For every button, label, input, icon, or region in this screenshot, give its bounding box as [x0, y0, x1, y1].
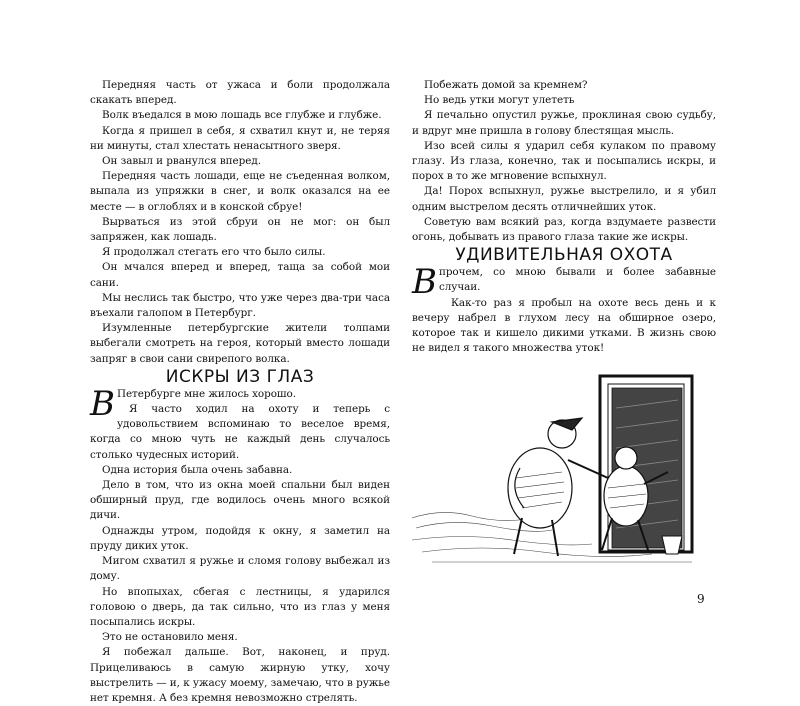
paragraph: Но впопыхах, сбегая с лестницы, я ударился головою о дверь, да так сильно, что из глаз у меня посыпались искры. [90, 585, 390, 628]
paragraph: Да! Порох вспыхнул, ружье выстрелило, и я убил одним выстрелом десять отличнейших уток. [412, 185, 716, 213]
lead-paragraph [412, 262, 716, 303]
lead-paragraph [90, 383, 390, 424]
paragraph: Волк въедался в мою лошадь все глубже и глубже. [102, 109, 382, 122]
paragraph: Он мчался вперед и вперед, таща за собой мои сани. [90, 261, 390, 289]
lead-text: Петербурге мне жилось хорошо. [116, 387, 296, 400]
paragraph: Дело в том, что из окна моей спальни был виден обширный пруд, где водилось очень много всякой дичи. [90, 479, 390, 522]
paragraph: Вырваться из этой сбруи он не мог: он был запряжен, как лошадь. [90, 215, 390, 244]
paragraph: Он завыл и рванулся вперед. [102, 155, 261, 168]
right-column [412, 78, 716, 356]
chapter-heading: УДИВИТЕЛЬНАЯ ОХОТА [455, 245, 673, 266]
paragraph: Передняя часть лошади, еще не съеденная волком, выпала из упряжки в снег, и волк оказался на ее месте — в оглоблях и в конской сбруе! [90, 170, 390, 213]
paragraph: Одна история была очень забавна. [102, 463, 293, 476]
paragraph: Я печально опустил ружье, проклиная свою судьбу, и вдруг мне пришла в голову блестящая мысль. [412, 109, 716, 137]
paragraph: Но ведь утки могут улететь [424, 94, 575, 107]
lead-text: прочем, со мною бывали и более забавные случаи. [438, 266, 716, 294]
paragraph: Побежать домой за кремнем? [424, 79, 588, 91]
right-bottom-text [412, 262, 716, 356]
page-number: 9 [697, 592, 705, 606]
paragraph: Это не остановило меня. [102, 631, 238, 644]
paragraph: Однажды утром, подойдя к окну, я заметил на пруду диких уток. [90, 524, 390, 552]
left-bottom-text [90, 383, 390, 706]
paragraph: Я побежал дальше. Вот, наконец, и пруд. Прицеливаюсь в самую жирную утку, хочу выстрелить — и, к ужасу моему, замечаю, что в ружье нет кремня. А без кремня невозможно стрелять. [90, 646, 390, 704]
paragraph: Как-то раз я пробыл на охоте весь день и к вечеру набрел в глухом лесу на обширное озеро, которое так и кишело дикими утками. В жизнь свою не видел я такого множества уток! [412, 296, 716, 355]
paragraph: Передняя часть от ужаса и боли продолжала скакать вперед. [90, 79, 390, 107]
paragraph: Изумленные петербургские жители толпами выбегали смотреть на героя, который вместо лошади запряг в свои сани свирепого волка. [90, 322, 390, 365]
paragraph: Когда я пришел в себя, я схватил кнут и, не теряя ни минуты, стал хлестать ненасытного зверя. [90, 124, 390, 152]
chapter-heading: ИСКРЫ ИЗ ГЛАЗ [165, 366, 315, 387]
right-top-text [412, 78, 716, 245]
paragraph: Мы неслись так быстро, что уже через два-три часа въехали галопом в Петербург. [90, 291, 390, 320]
left-top-text [90, 78, 390, 367]
paragraph: Изо всей силы я ударил себя кулаком по правому глазу. Из глаза, конечно, так и посыпались искры, и порох в то же мгновение вспыхнул. [412, 139, 716, 183]
paragraph: Я продолжал стегать его что было силы. [102, 246, 326, 259]
drop-cap: В [90, 383, 115, 424]
drop-cap: В [412, 262, 437, 303]
left-column [90, 78, 390, 706]
paragraph: Советую вам всякий раз, когда вздумаете развести огонь, добывать из правого глаза такие же искры. [412, 215, 716, 244]
paragraph: Мигом схватил я ружье и сломя голову выбежал из дому. [90, 555, 390, 583]
engraving-illustration-icon [412, 368, 714, 570]
paragraph: Я часто ходил на охоту и теперь с удовольствием вспоминаю то веселое время, когда со мною чуть не каждый день случалось столько чудесных историй. [90, 403, 390, 461]
